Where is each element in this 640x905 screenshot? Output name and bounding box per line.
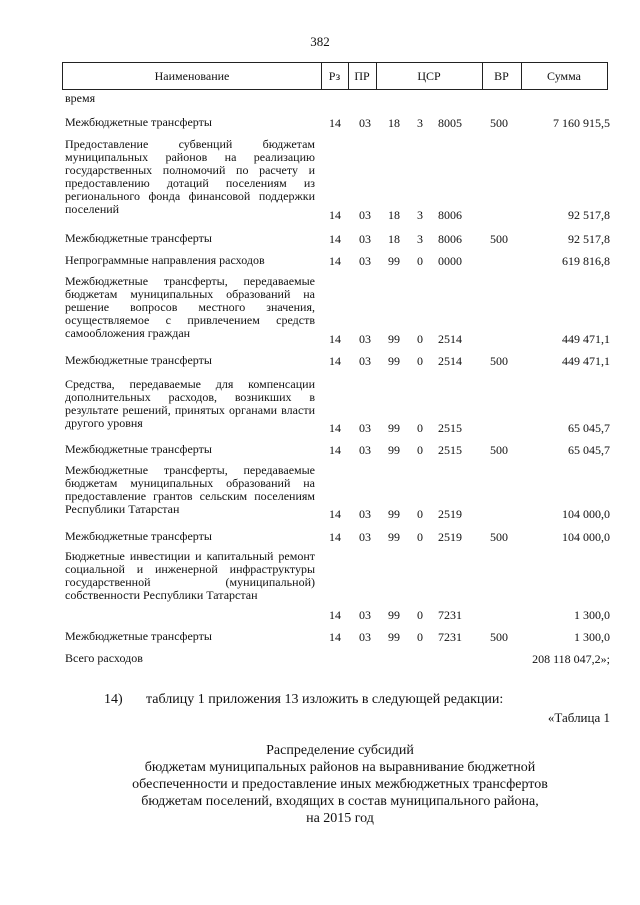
row-csr-program: 18 <box>388 116 400 130</box>
row-sum: 65 045,7 <box>568 421 610 435</box>
row-pr: 03 <box>359 530 371 544</box>
row-csr-sub: 0 <box>417 332 423 346</box>
row-csr-code: 2519 <box>438 530 462 544</box>
row-name: Межбюджетные трансферты, передаваемые бюджетам муниципальных образований на решение вопросов местного значения, осуществляемое с привлечением средств самообложения граждан <box>65 274 315 340</box>
header-pr: ПР <box>354 69 370 83</box>
header-rz: Рз <box>328 69 341 83</box>
row-rz: 14 <box>329 530 341 544</box>
row-name: Средства, передаваемые для компенсации дополнительных расходов, возникших в результате решений, принятых органами власти другого уровня <box>65 377 315 430</box>
row-pr: 03 <box>359 332 371 346</box>
row-csr-code: 7231 <box>438 608 462 622</box>
row-csr-sub: 3 <box>417 232 423 246</box>
table-row <box>65 530 610 544</box>
row-sum: 104 000,0 <box>562 507 610 521</box>
header-sum: Сумма <box>547 69 581 83</box>
row-pr: 03 <box>359 443 371 457</box>
row-rz: 14 <box>329 421 341 435</box>
header-csr: ЦСР <box>417 69 441 83</box>
row-rz: 14 <box>329 332 341 346</box>
row-csr-program: 18 <box>388 232 400 246</box>
row-csr-sub: 3 <box>417 208 423 222</box>
row-csr-code: 7231 <box>438 630 462 644</box>
row-csr-program: 99 <box>388 530 400 544</box>
row-sum: 92 517,8 <box>568 208 610 222</box>
row-pr: 03 <box>359 354 371 368</box>
row-vr: 500 <box>490 630 508 644</box>
page-number: 382 <box>310 34 330 49</box>
row-csr-code: 2515 <box>438 421 462 435</box>
row-csr-sub: 3 <box>417 116 423 130</box>
row-rz: 14 <box>329 608 341 622</box>
title-line: на 2015 год <box>306 811 374 826</box>
row-pr: 03 <box>359 630 371 644</box>
row-sum: 104 000,0 <box>562 530 610 544</box>
row-csr-code: 8005 <box>438 116 462 130</box>
title-line: обеспеченности и предоставление иных межбюджетных трансфертов <box>132 777 548 792</box>
title-line: Распределение субсидий <box>266 743 414 758</box>
table-row <box>65 232 610 246</box>
row-csr-program: 99 <box>388 354 400 368</box>
table-row <box>65 550 610 622</box>
row-csr-code: 2514 <box>438 332 462 346</box>
row-csr-code: 0000 <box>438 254 462 268</box>
row-rz: 14 <box>329 354 341 368</box>
row-csr-program: 99 <box>388 254 400 268</box>
item-text: таблицу 1 приложения 13 изложить в следующей редакции: <box>146 692 504 707</box>
row-csr-sub: 0 <box>417 507 423 521</box>
row-rz: 14 <box>329 507 341 521</box>
row-pr: 03 <box>359 232 371 246</box>
row-csr-program: 18 <box>388 208 400 222</box>
row-vr: 500 <box>490 530 508 544</box>
table-reference: «Таблица 1 <box>547 710 610 725</box>
row-csr-sub: 0 <box>417 630 423 644</box>
row-vr: 500 <box>490 232 508 246</box>
total-label: Всего расходов <box>65 651 143 665</box>
header-name: Наименование <box>154 69 230 83</box>
row-csr-program: 99 <box>388 421 400 435</box>
row-csr-program: 99 <box>388 332 400 346</box>
row-rz: 14 <box>329 254 341 268</box>
table-header <box>62 62 608 90</box>
row-sum: 92 517,8 <box>568 232 610 246</box>
row-csr-code: 2519 <box>438 507 462 521</box>
total-row <box>65 652 610 666</box>
row-pr: 03 <box>359 116 371 130</box>
row-csr-code: 8006 <box>438 232 462 246</box>
row-csr-sub: 0 <box>417 254 423 268</box>
row-name: Межбюджетные трансферты, передаваемые бюджетам муниципальных образований на предоставление грантов сельским поселениям Республики Татарстан <box>65 463 315 516</box>
row-csr-program: 99 <box>388 630 400 644</box>
row-csr-code: 2514 <box>438 354 462 368</box>
row-sum: 619 816,8 <box>562 254 610 268</box>
row-name: Непрограммные направления расходов <box>65 253 265 267</box>
row-pr: 03 <box>359 421 371 435</box>
table-row <box>65 378 610 434</box>
row-sum: 7 160 915,5 <box>553 116 610 130</box>
row-name: Межбюджетные трансферты <box>65 353 212 367</box>
row-vr: 500 <box>490 116 508 130</box>
item-number: 14) <box>104 692 123 707</box>
table-row <box>65 443 610 457</box>
table-row <box>65 275 610 345</box>
row-csr-program: 99 <box>388 443 400 457</box>
row-csr-program: 99 <box>388 507 400 521</box>
row-sum: 449 471,1 <box>562 354 610 368</box>
row-rz: 14 <box>329 630 341 644</box>
total-sum: 208 118 047,2»; <box>532 652 610 666</box>
row-csr-sub: 0 <box>417 421 423 435</box>
title-line: бюджетам поселений, входящих в состав муниципального района, <box>141 794 539 809</box>
row-csr-code: 2515 <box>438 443 462 457</box>
table-row <box>65 630 610 644</box>
row-vr: 500 <box>490 354 508 368</box>
row-name: Межбюджетные трансферты <box>65 115 212 129</box>
row-name: Предоставление субвенций бюджетам муниципальных районов на реализацию государственных полномочий по расчету и предоставлению дотаций поселениям из регионального фонда финансовой поддержки поселений <box>65 137 315 216</box>
table-row <box>65 116 610 130</box>
continuation-text: время <box>65 91 96 105</box>
row-csr-sub: 0 <box>417 608 423 622</box>
row-rz: 14 <box>329 116 341 130</box>
row-csr-sub: 0 <box>417 354 423 368</box>
row-csr-program: 99 <box>388 608 400 622</box>
row-name: Межбюджетные трансферты <box>65 629 212 643</box>
row-sum: 1 300,0 <box>574 608 610 622</box>
row-sum: 1 300,0 <box>574 630 610 644</box>
row-pr: 03 <box>359 507 371 521</box>
table-row <box>65 464 610 520</box>
row-csr-sub: 0 <box>417 443 423 457</box>
row-rz: 14 <box>329 443 341 457</box>
row-name: Бюджетные инвестиции и капитальный ремонт социальной и инженерной инфраструктуры государственной (муниципальной) собственности Республики Татарстан <box>65 549 315 602</box>
row-sum: 449 471,1 <box>562 332 610 346</box>
table-row <box>65 138 610 222</box>
row-csr-code: 8006 <box>438 208 462 222</box>
row-pr: 03 <box>359 208 371 222</box>
row-pr: 03 <box>359 608 371 622</box>
row-rz: 14 <box>329 208 341 222</box>
row-name: Межбюджетные трансферты <box>65 529 212 543</box>
title-line: бюджетам муниципальных районов на выравнивание бюджетной <box>144 760 536 775</box>
row-sum: 65 045,7 <box>568 443 610 457</box>
table-row <box>65 254 610 268</box>
table-row <box>65 354 610 368</box>
section-title <box>60 742 620 827</box>
row-pr: 03 <box>359 254 371 268</box>
row-name: Межбюджетные трансферты <box>65 231 212 245</box>
row-csr-sub: 0 <box>417 530 423 544</box>
row-rz: 14 <box>329 232 341 246</box>
header-vr: ВР <box>494 69 509 83</box>
row-name: Межбюджетные трансферты <box>65 442 212 456</box>
row-vr: 500 <box>490 443 508 457</box>
